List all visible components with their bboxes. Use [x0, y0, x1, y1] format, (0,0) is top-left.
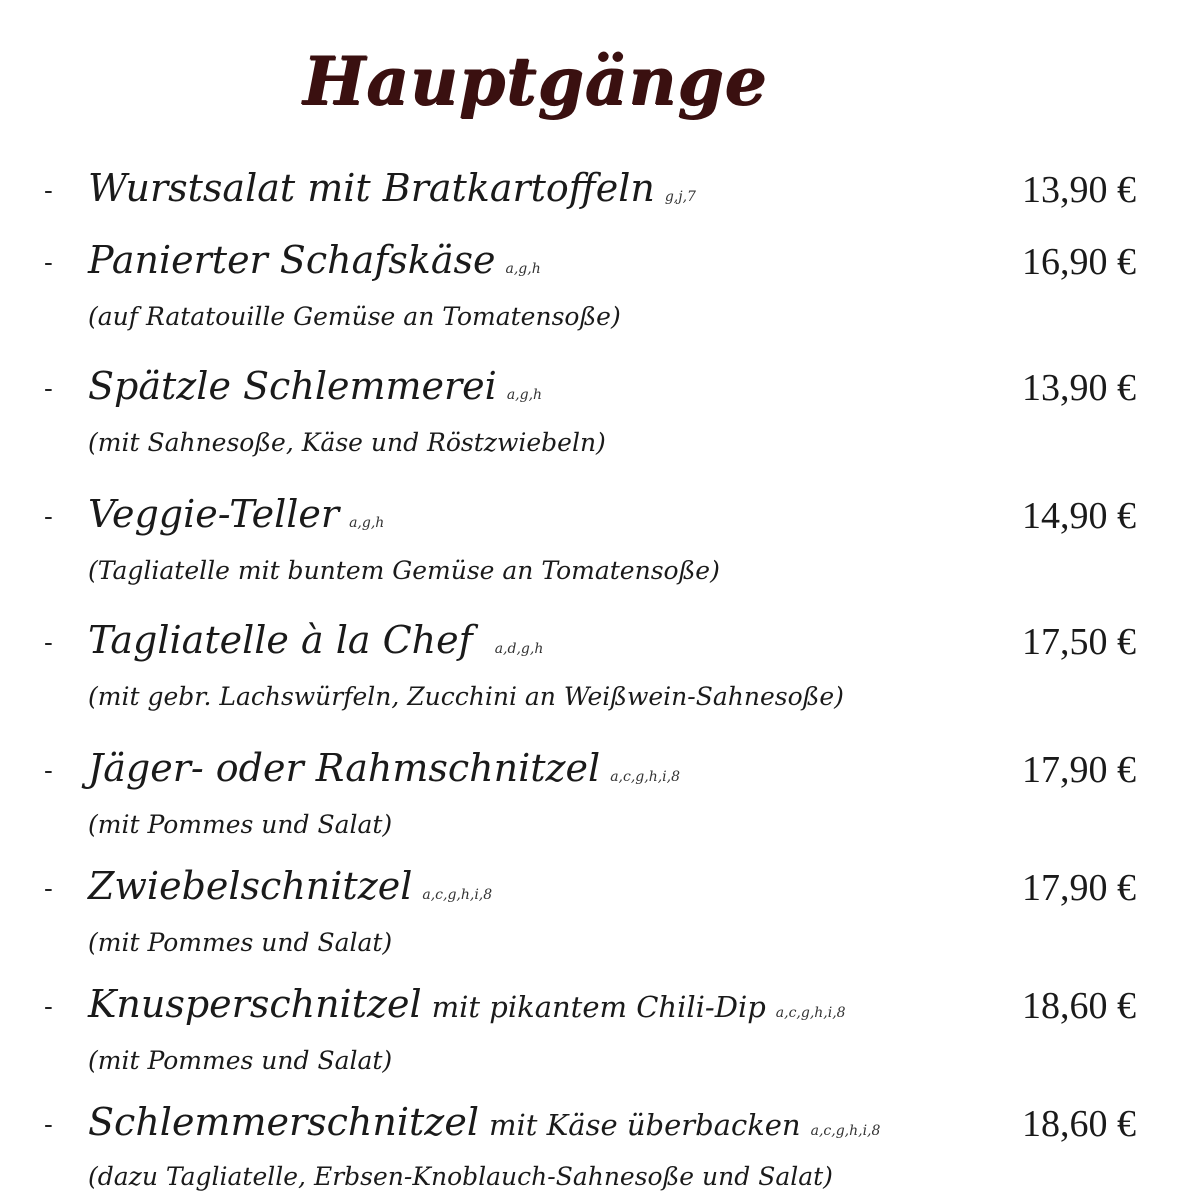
item-dash: -	[44, 992, 53, 1022]
item-description: (mit Pommes und Salat)	[88, 928, 393, 957]
item-description: (auf Ratatouille Gemüse an Tomatensoße)	[88, 302, 621, 331]
item-price: 17,90 €	[1022, 749, 1136, 791]
item-price: 17,90 €	[1022, 867, 1136, 909]
item-name-line	[88, 166, 696, 210]
item-name: Jäger- oder Rahmschnitzel	[88, 746, 601, 790]
item-name-line	[88, 492, 384, 536]
item-name: Veggie-Teller	[88, 492, 340, 536]
item-allergens: a,c,g,h,i,8	[810, 1123, 881, 1139]
item-allergens: a,d,g,h	[494, 641, 544, 657]
item-allergens: a,c,g,h,i,8	[610, 769, 680, 785]
page-title: Hauptgänge	[302, 42, 768, 120]
item-name: Schlemmerschnitzel	[88, 1100, 479, 1144]
item-price: 18,60 €	[1022, 985, 1136, 1027]
item-name: Zwiebelschnitzel	[88, 864, 413, 908]
item-name-line	[88, 618, 543, 662]
item-name-line	[88, 364, 542, 408]
item-description: (mit Sahnesoße, Käse und Röstzwiebeln)	[88, 428, 606, 457]
item-name: Wurstsalat mit Bratkartoffeln	[88, 166, 655, 210]
item-dash: -	[44, 374, 53, 404]
item-price: 13,90 €	[1022, 367, 1136, 409]
item-name: Knusperschnitzel	[88, 982, 422, 1026]
item-dash: -	[44, 502, 53, 532]
item-extra: mit Käse überbacken	[488, 1108, 801, 1142]
item-name-line	[88, 746, 680, 790]
item-allergens: a,c,g,h,i,8	[775, 1005, 846, 1021]
item-dash: -	[44, 756, 53, 786]
item-description: (mit Pommes und Salat)	[88, 1046, 393, 1075]
item-name: Tagliatelle à la Chef	[88, 618, 473, 662]
item-name-line	[88, 864, 492, 908]
item-description: (dazu Tagliatelle, Erbsen-Knoblauch-Sahnesoße und Salat)	[88, 1162, 833, 1191]
item-name: Panierter Schafskäse	[88, 238, 496, 282]
item-extra: mit pikantem Chili-Dip	[431, 990, 766, 1024]
item-description: (Tagliatelle mit buntem Gemüse an Tomatensoße)	[88, 556, 720, 585]
item-name-line	[88, 1100, 880, 1144]
item-dash: -	[44, 628, 53, 658]
item-price: 16,90 €	[1022, 241, 1136, 283]
item-allergens: a,g,h	[349, 515, 385, 531]
item-price: 18,60 €	[1022, 1103, 1136, 1145]
item-name: Spätzle Schlemmerei	[88, 364, 497, 408]
item-name-line	[88, 238, 541, 282]
item-allergens: a,c,g,h,i,8	[422, 887, 493, 903]
item-allergens: a,g,h	[505, 261, 541, 277]
item-name-line	[88, 982, 846, 1026]
item-allergens: a,g,h	[506, 387, 543, 403]
item-price: 17,50 €	[1022, 621, 1136, 663]
item-description: (mit gebr. Lachswürfeln, Zucchini an Weißwein-Sahnesoße)	[88, 682, 844, 711]
item-dash: -	[44, 874, 53, 904]
item-allergens: g,j,7	[664, 189, 696, 205]
item-price: 14,90 €	[1022, 495, 1136, 537]
item-dash: -	[44, 176, 53, 206]
item-price: 13,90 €	[1022, 169, 1136, 211]
item-dash: -	[44, 248, 53, 278]
item-description: (mit Pommes und Salat)	[88, 810, 393, 839]
item-dash: -	[44, 1110, 53, 1140]
